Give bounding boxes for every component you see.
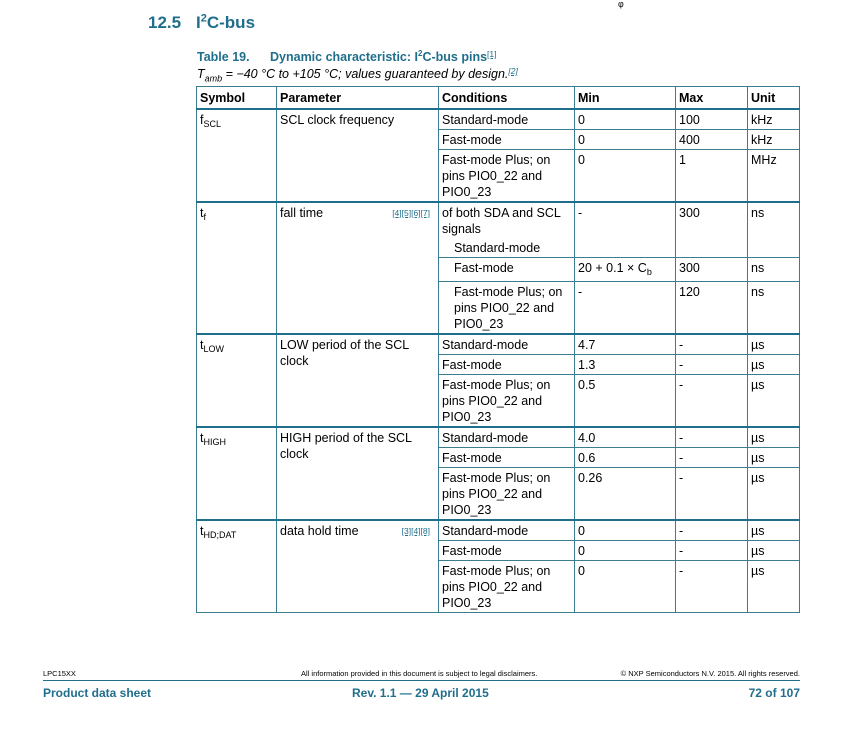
condition-cell: Fast-mode Plus; on pins PIO0_22 and PIO0_23 [439, 468, 575, 521]
unit-cell: µs [748, 541, 800, 561]
max-cell: - [676, 355, 748, 375]
corner-symbol: ᵩ [618, 0, 624, 9]
max-cell: 1 [676, 150, 748, 203]
min-cell: 0 [575, 109, 676, 130]
max-cell: 100 [676, 109, 748, 130]
row-group-thddat [197, 520, 800, 613]
max-cell: - [676, 375, 748, 428]
min-cell: 0 [575, 561, 676, 613]
unit-cell: µs [748, 561, 800, 613]
min-cell: 4.0 [575, 427, 676, 448]
symbol-cell: $t_f$ [197, 202, 277, 334]
header-conditions: Conditions [439, 87, 575, 110]
min-cell: 0.6 [575, 448, 676, 468]
condition-cell [439, 202, 575, 258]
condition-cell: Standard-mode [439, 334, 575, 355]
table-subtitle: $T_{amb} = -40$ °C to +105 °C; values guaranteed by design.[2] [197, 66, 518, 84]
spec-table [196, 86, 800, 613]
header-max: Max [676, 87, 748, 110]
section-heading [148, 12, 255, 33]
condition-cell: Fast-mode [439, 448, 575, 468]
unit-cell: µs [748, 448, 800, 468]
header-row [197, 87, 800, 110]
symbol-cell: $t_{HIGH}$ [197, 427, 277, 520]
min-cell: - [575, 202, 676, 258]
unit-cell: µs [748, 375, 800, 428]
condition-cell: Fast-mode [439, 130, 575, 150]
unit-cell: µs [748, 520, 800, 541]
unit-cell: kHz [748, 130, 800, 150]
header-min: Min [575, 87, 676, 110]
min-cell: 0.5 [575, 375, 676, 428]
header-unit: Unit [748, 87, 800, 110]
footer-copyright: © NXP Semiconductors N.V. 2015. All rights reserved. [620, 669, 800, 678]
condition-cell: Fast-mode Plus; on pins PIO0_22 and PIO0_23 [439, 150, 575, 203]
condition-cell: Standard-mode [439, 109, 575, 130]
condition-cell: Standard-mode [439, 427, 575, 448]
footnote-refs-tf[interactable]: [4][5][6][7] [392, 208, 430, 218]
header-symbol: Symbol [197, 87, 277, 110]
max-cell: 120 [676, 282, 748, 335]
max-cell: - [676, 468, 748, 521]
footnote-ref-2[interactable]: [2] [508, 66, 518, 76]
unit-cell: µs [748, 427, 800, 448]
footer-disclaimer: All information provided in this document is subject to legal disclaimers. [301, 669, 538, 678]
condition-cell: Standard-mode [439, 520, 575, 541]
parameter-cell: LOW period of the SCL clock [277, 334, 439, 427]
symbol-cell: $t_{HD;DAT}$ [197, 520, 277, 613]
footer-revision: Rev. 1.1 — 29 April 2015 [352, 686, 489, 700]
min-cell: 1.3 [575, 355, 676, 375]
row-group-thigh [197, 427, 800, 520]
footer-doc-type: Product data sheet [43, 686, 152, 700]
condition-cell: Fast-mode [439, 355, 575, 375]
condition-sub: Standard-mode [454, 241, 541, 255]
max-cell: 300 [676, 258, 748, 282]
condition-cell: Fast-mode Plus; on pins PIO0_22 and PIO0_23 [439, 375, 575, 428]
footer-page-number: 72 of 107 [748, 686, 800, 700]
unit-cell: µs [748, 355, 800, 375]
footer-rule [43, 680, 800, 681]
max-cell: - [676, 448, 748, 468]
max-cell: - [676, 334, 748, 355]
row-group-tf [197, 202, 800, 334]
min-cell: 0.26 [575, 468, 676, 521]
footer-doc-id: LPC15XX [43, 669, 76, 678]
row-group-fscl [197, 109, 800, 202]
condition-cell: Fast-mode [439, 258, 575, 282]
parameter-cell: HIGH period of the SCL clock [277, 427, 439, 520]
max-cell: - [676, 520, 748, 541]
unit-cell: µs [748, 334, 800, 355]
footnote-ref-1[interactable]: [1] [487, 49, 497, 60]
table-row [197, 427, 800, 448]
symbol-cell: $t_{LOW}$ [197, 334, 277, 427]
condition-cell: Fast-mode Plus; on pins PIO0_22 and PIO0_23 [439, 561, 575, 613]
unit-cell: kHz [748, 109, 800, 130]
unit-cell: ns [748, 258, 800, 282]
parameter-cell: data hold time [3][4][8] [277, 520, 439, 613]
min-cell: 0 [575, 130, 676, 150]
table-row [197, 202, 800, 258]
min-cell: - [575, 282, 676, 335]
min-cell: 0 [575, 520, 676, 541]
max-cell: - [676, 541, 748, 561]
min-cell: 4.7 [575, 334, 676, 355]
min-cell: $20 + 0.1 \times C_b$ [575, 258, 676, 282]
unit-cell: ns [748, 202, 800, 258]
parameter-cell: SCL clock frequency [277, 109, 439, 202]
table-row [197, 520, 800, 541]
unit-cell: µs [748, 468, 800, 521]
condition-group-label: of both SDA and SCL signals [442, 206, 561, 236]
max-cell: 300 [676, 202, 748, 258]
min-cell: 0 [575, 541, 676, 561]
max-cell: 400 [676, 130, 748, 150]
max-cell: - [676, 561, 748, 613]
footnote-refs-thddat[interactable]: [3][4][8] [401, 526, 430, 536]
condition-cell: Fast-mode Plus; on pins PIO0_22 and PIO0_23 [439, 282, 575, 335]
table-number: Table 19. [197, 50, 250, 65]
min-cell: 0 [575, 150, 676, 203]
unit-cell: ns [748, 282, 800, 335]
section-title: $I^2C$-bus [196, 12, 256, 32]
parameter-cell: fall time [4][5][6][7] [277, 202, 439, 334]
max-cell: - [676, 427, 748, 448]
table-caption: Table 19. Dynamic characteristic: $I^2C$-bus pins[1] [197, 49, 497, 65]
unit-cell: MHz [748, 150, 800, 203]
symbol-cell: $f_{SCL}$ [197, 109, 277, 202]
row-group-tlow [197, 334, 800, 427]
table-row [197, 334, 800, 355]
condition-cell: Fast-mode [439, 541, 575, 561]
header-parameter: Parameter [277, 87, 439, 110]
section-number: 12.5 [148, 12, 182, 32]
table-row [197, 109, 800, 130]
